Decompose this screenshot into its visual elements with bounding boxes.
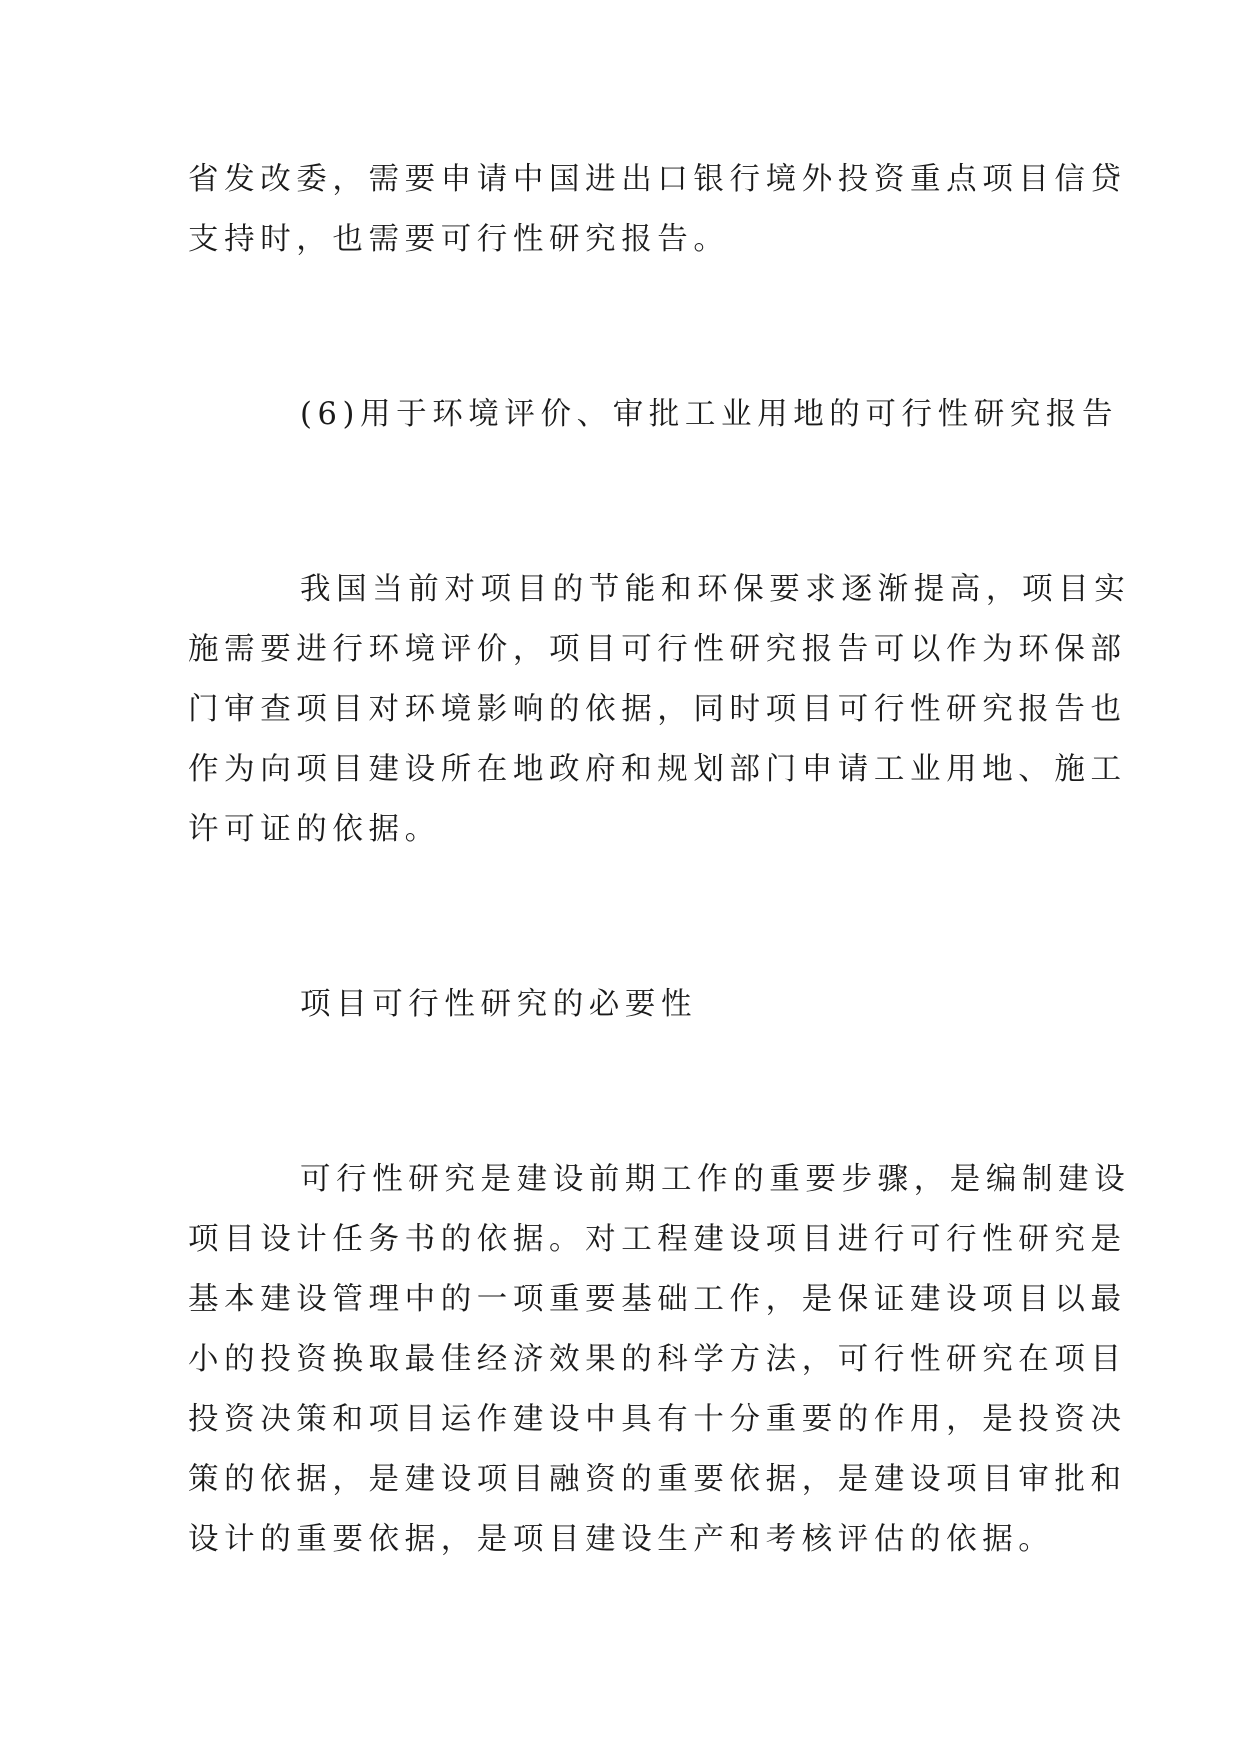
text-line: 可行性研究是建设前期工作的重要步骤，是编制建设 [300,1162,1131,1197]
text-line: 省发改委，需要申请中国进出口银行境外投资重点项目信贷 [188,162,1127,197]
text-line: 小的投资换取最佳经济效果的科学方法，可行性研究在项目 [188,1342,1127,1377]
text-line: 门审查项目对环境影响的依据，同时项目可行性研究报告也 [188,692,1127,727]
text-line: 我国当前对项目的节能和环保要求逐渐提高，项目实 [300,572,1131,607]
text-line: 项目设计任务书的依据。对工程建设项目进行可行性研究是 [188,1222,1127,1257]
text-line: 许可证的依据。 [188,812,441,847]
text-line: 施需要进行环境评价，项目可行性研究报告可以作为环保部 [188,632,1127,667]
text-line: 支持时，也需要可行性研究报告。 [188,222,730,257]
text-line: 基本建设管理中的一项重要基础工作，是保证建设项目以最 [188,1282,1127,1317]
text-line: 策的依据，是建设项目融资的重要依据，是建设项目审批和 [188,1462,1127,1497]
section-heading: (6)用于环境评价、审批工业用地的可行性研究报告 [300,397,1119,432]
text-line: 作为向项目建设所在地政府和规划部门申请工业用地、施工 [188,752,1127,787]
text-line: 投资决策和项目运作建设中具有十分重要的作用，是投资决 [188,1402,1127,1437]
section-heading: 项目可行性研究的必要性 [300,987,698,1022]
text-line: 设计的重要依据，是项目建设生产和考核评估的依据。 [188,1522,1055,1557]
